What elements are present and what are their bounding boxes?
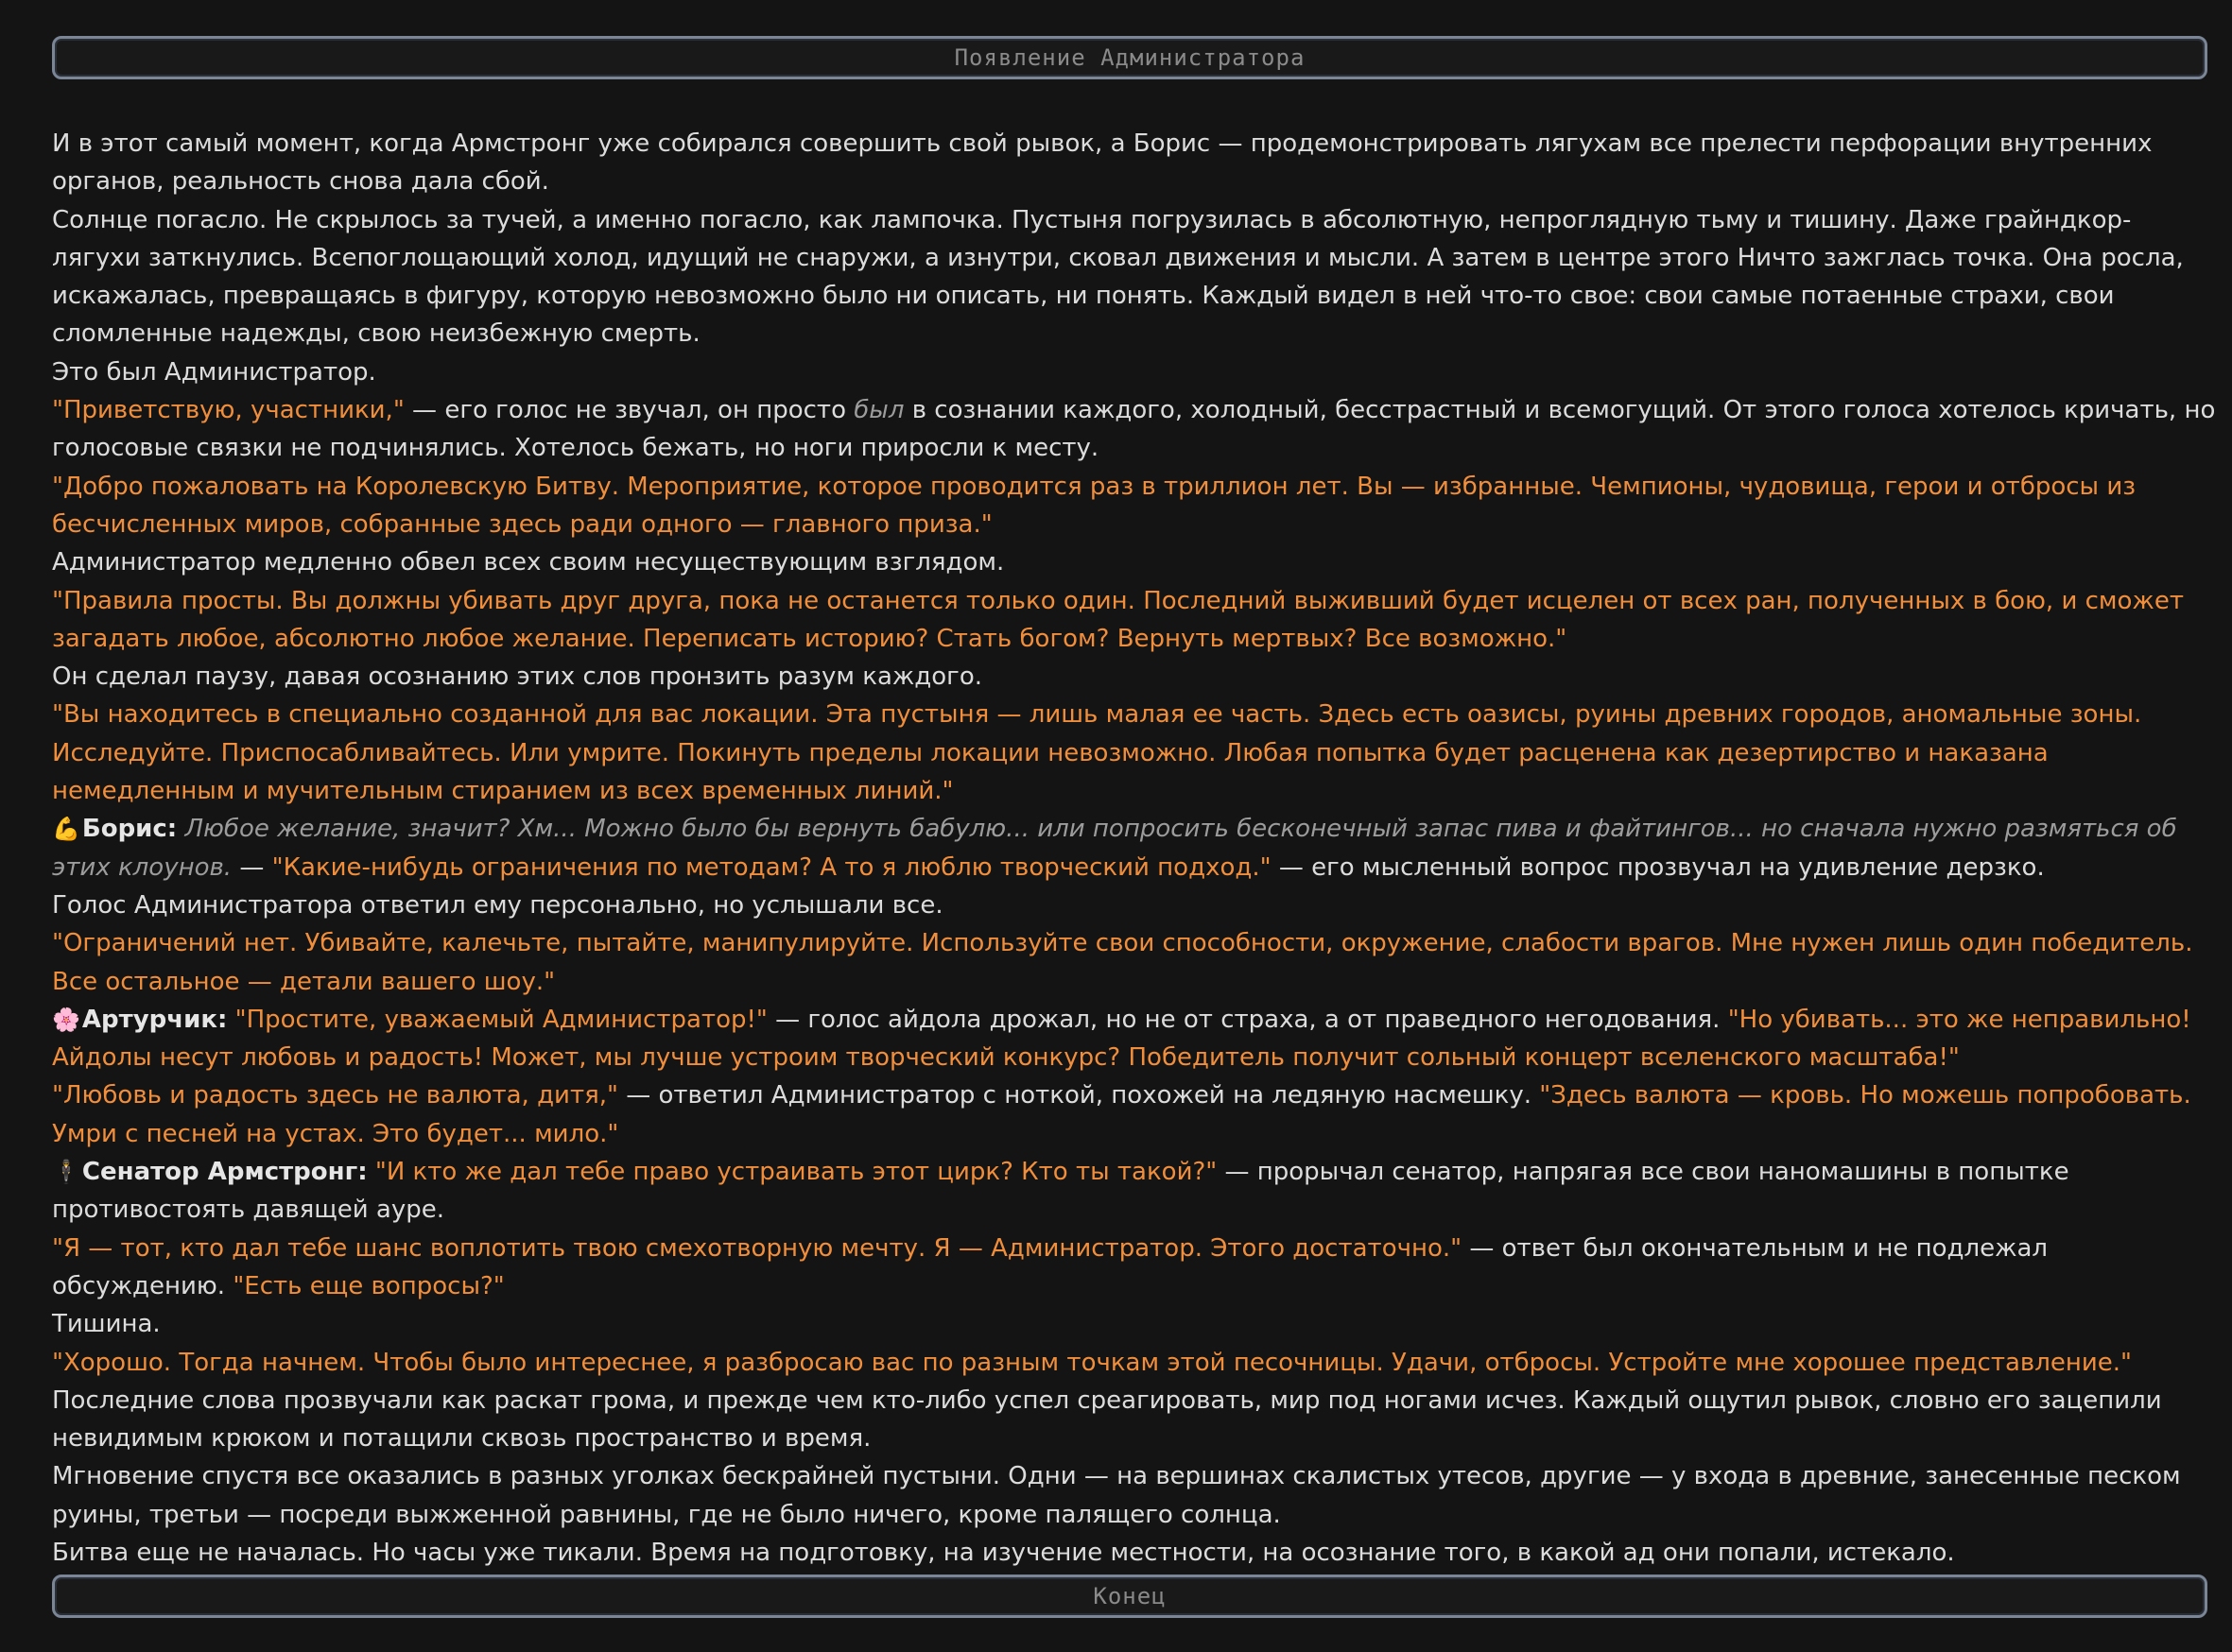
dialogue-quote: "Здесь валюта — кровь. Но можешь попробовать. Умри с песней на устах. Это будет... мило." — [52, 1081, 2191, 1148]
story-paragraph — [52, 391, 2217, 468]
speaker-emoji-icon: 🕴 — [52, 1159, 80, 1186]
story-paragraph — [52, 353, 2217, 391]
story-paragraph — [52, 543, 2217, 581]
narration-text: Битва еще не началась. Но часы уже тикали. Время на подготовку, на изучение местности, на осознание того, в какой ад они попали, истекало. — [52, 1538, 1955, 1567]
end-bar[interactable] — [52, 1575, 2207, 1618]
chapter-title: Появление Администратора — [954, 44, 1306, 71]
dialogue-quote: "Какие-нибудь ограничения по методам? А то я люблю творческий подход." — [271, 852, 1272, 882]
story-paragraph — [52, 810, 2217, 886]
story-paragraph — [52, 1382, 2217, 1458]
story-paragraph — [52, 582, 2217, 659]
inner-thought: Любое желание, значит? Хм... Можно было бы вернуть бабулю... или попросить бесконечный запас пива и файтингов... но сначала нужно размяться об этих клоунов. — [52, 815, 2177, 882]
dialogue-quote: "И кто же дал тебе право устраивать этот цирк? Кто ты такой?" — [374, 1158, 1218, 1187]
narration-text: — ответил Администратор с ноткой, похожей на ледяную насмешку. — [617, 1081, 1540, 1110]
narration-text: Голос Администратора ответил ему персонально, но услышали все. — [52, 890, 943, 920]
narration-text: — — [232, 852, 272, 882]
end-label: Конец — [1093, 1583, 1167, 1609]
speaker-emoji-icon: 🌸 — [52, 1006, 80, 1033]
dialogue-quote: "Ограничений нет. Убивайте, калечьте, пытайте, манипулируйте. Используйте свои способности, окружение, слабости врагов. Мне нужен лишь один победитель. Все остальное — детали вашего шоу." — [52, 929, 2193, 996]
narration-text: Тишина. — [52, 1310, 161, 1339]
dialogue-quote: "Но убивать... это же неправильно! Айдолы несут любовь и радость! Может, мы лучше устроим творческий конкурс? Победитель получит сольный концерт вселенского масштаба!" — [52, 1005, 2191, 1073]
narration-text: И в этот самый момент, когда Армстронг уже собирался совершить свой рывок, а Борис — продемонстрировать лягухам все прелести перфорации внутренних органов, реальность снова дала сбой. — [52, 129, 2153, 197]
story-paragraph — [52, 658, 2217, 696]
speaker-name: Сенатор Армстронг: — [81, 1158, 368, 1187]
story-paragraph — [52, 1001, 2217, 1077]
story-paragraph — [52, 1230, 2217, 1306]
dialogue-quote: "Есть еще вопросы?" — [233, 1271, 505, 1300]
speaker-name: Артурчик: — [81, 1005, 228, 1034]
dialogue-quote: "Простите, уважаемый Администратор!" — [234, 1005, 768, 1034]
narration-text: Последние слова прозвучали как раскат грома, и прежде чем кто-либо успел среагировать, мир под ногами исчез. Каждый ощутил рывок, словно его зацепили невидимым крюком и потащили сквозь пространство и время. — [52, 1385, 2162, 1454]
dialogue-quote: "Хорошо. Тогда начнем. Чтобы было интереснее, я разбросаю вас по разным точкам этой песочницы. Удачи, отбросы. Устройте мне хорошее представление." — [52, 1348, 2132, 1377]
dialogue-quote: "Любовь и радость здесь не валюта, дитя," — [52, 1081, 618, 1110]
chapter-title-bar[interactable] — [52, 36, 2207, 79]
narration-text: Он сделал паузу, давая осознанию этих слов пронзить разум каждого. — [52, 663, 983, 692]
narration-text: — его мысленный вопрос прозвучал на удивление дерзко. — [1271, 852, 2045, 882]
narration-text: Мгновение спустя все оказались в разных уголках бескрайней пустыни. Одни — на вершинах скалистых утесов, другие — у входа в древние, занесенные песком руины, третьи — посреди выжженной равнины, где не было ничего, кроме палящего солнца. — [52, 1462, 2181, 1529]
speaker-emoji-icon: 💪 — [52, 816, 80, 843]
narration-text: — ответ был окончательным и не подлежал обсуждению. — [52, 1233, 2049, 1300]
story-paragraph — [52, 1305, 2217, 1343]
narration-text: Солнце погасло. Не скрылось за тучей, а именно погасло, как лампочка. Пустыня погрузилась в абсолютную, непроглядную тьму и тишину. Даже грайндкор-лягухи заткнулись. Всепоглощающий холод, идущий не снаружи, а изнутри, сковал движения и мысли. А затем в центре этого Ничто зажглась точка. Она росла, искажалась, превращаясь в фигуру, которую невозможно было ни описать, ни понять. Каждый видел в ней что-то свое: свои самые потаенные страхи, свои сломленные надежды, свою неизбежную смерть. — [52, 205, 2184, 349]
story-paragraph — [52, 1534, 2217, 1572]
story-text — [52, 125, 2217, 1572]
dialogue-quote: "Приветствую, участники," — [52, 396, 405, 425]
story-paragraph — [52, 886, 2217, 924]
dialogue-quote: "Правила просты. Вы должны убивать друг друга, пока не останется только один. Последний выживший будет исцелен от всех ран, полученных в бою, и сможет загадать любое, абсолютно любое желание. Переписать историю? Стать богом? Вернуть мертвых? Все возможно." — [52, 586, 2184, 653]
story-paragraph — [52, 1153, 2217, 1230]
story-paragraph — [52, 696, 2217, 810]
story-paragraph — [52, 1457, 2217, 1534]
narration-text: Администратор медленно обвел всех своим несуществующим взглядом. — [52, 548, 1005, 577]
narration-text: — его голос не звучал, он просто — [404, 396, 855, 425]
narration-text: — голос айдола дрожал, но не от страха, а от праведного негодования. — [767, 1005, 1728, 1034]
narration-text — [227, 1006, 234, 1034]
story-paragraph — [52, 924, 2217, 1001]
narration-text — [368, 1158, 375, 1186]
emphasis-text: был — [854, 396, 905, 425]
story-paragraph — [52, 1076, 2217, 1153]
story-paragraph — [52, 201, 2217, 353]
dialogue-quote: "Вы находитесь в специально созданной для вас локации. Эта пустыня — лишь малая ее часть. Здесь есть оазисы, руины древних городов, аномальные зоны. Исследуйте. Приспосабливайтесь. Или умрите. Покинуть пределы локации невозможно. Любая попытка будет расценена как дезертирство и наказана немедленным и мучительным стиранием из всех временных линий." — [52, 700, 2142, 806]
story-paragraph — [52, 125, 2217, 201]
narration-text: в сознании каждого, холодный, бесстрастный и всемогущий. От этого голоса хотелось кричать, но голосовые связки не подчинялись. Хотелось бежать, но ноги приросли к месту. — [52, 396, 2216, 463]
dialogue-quote: "Я — тот, кто дал тебе шанс воплотить твою смехотворную мечту. Я — Администратор. Этого достаточно." — [52, 1233, 1462, 1263]
narration-text: — прорычал сенатор, напрягая все свои наномашины в попытке противостоять давящей ауре. — [52, 1158, 2069, 1225]
story-paragraph — [52, 1344, 2217, 1382]
speaker-name: Борис: — [81, 815, 178, 844]
narration-text: Это был Администратор. — [52, 357, 376, 387]
dialogue-quote: "Добро пожаловать на Королевскую Битву. Мероприятие, которое проводится раз в триллион лет. Вы — избранные. Чемпионы, чудовища, герои и отбросы из бесчисленных миров, собранные здесь ради одного — главного приза." — [52, 472, 2137, 539]
story-paragraph — [52, 468, 2217, 544]
